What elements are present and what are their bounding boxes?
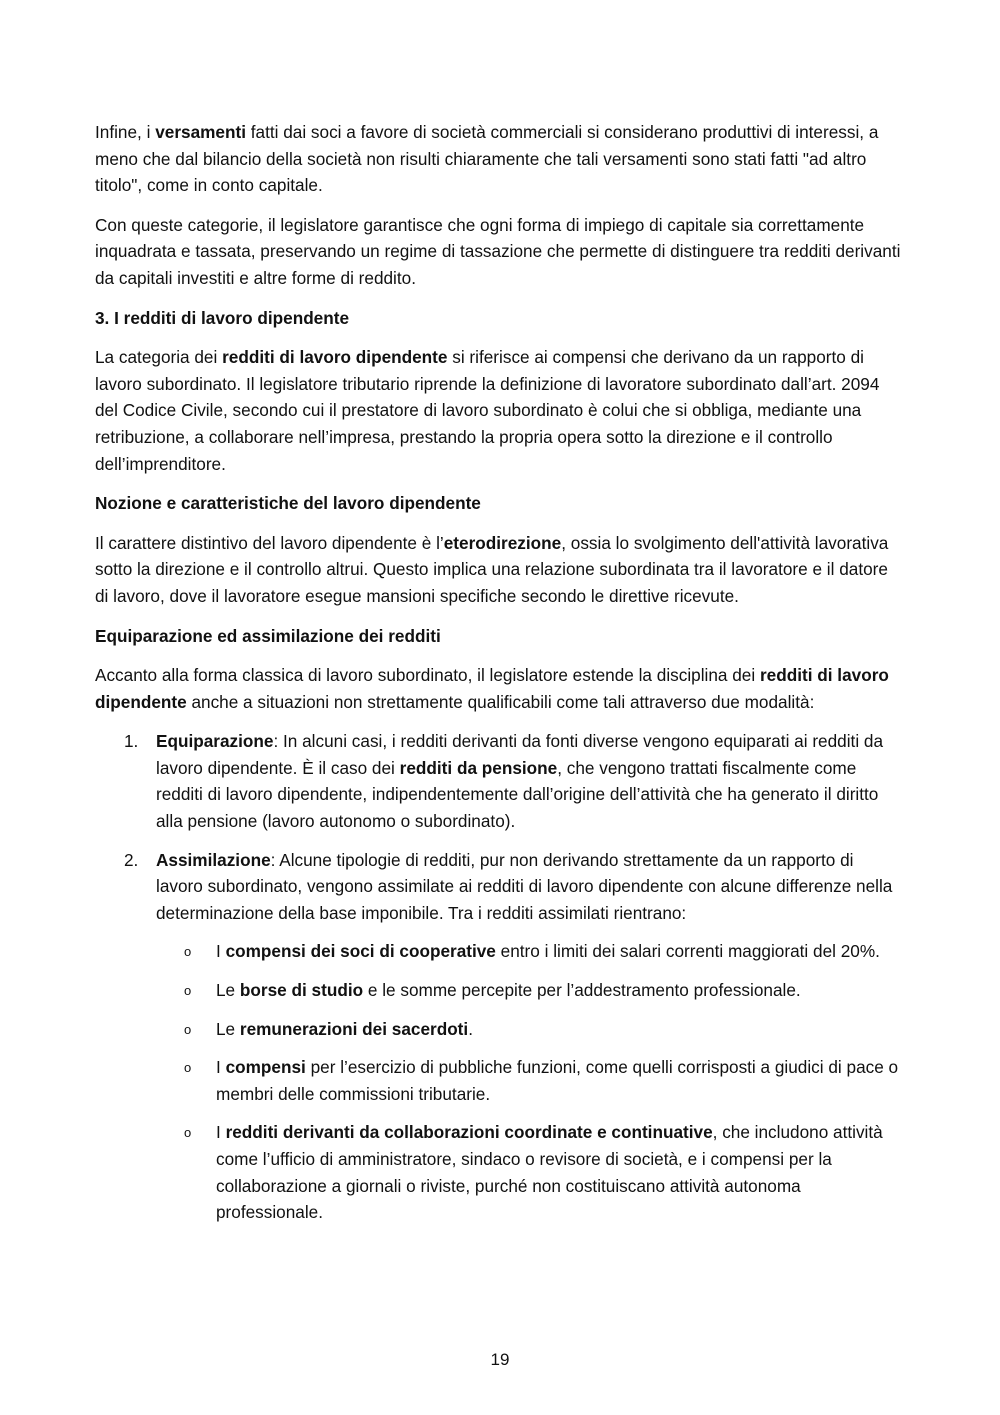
subheading-equiparazione: Equiparazione ed assimilazione dei redditi — [95, 625, 441, 646]
bold-term: redditi di lavoro dipendente — [95, 665, 889, 712]
bold-term: eterodirezione — [443, 532, 562, 553]
section-heading-redditi-lavoro-dipendente: 3. I redditi di lavoro dipendente — [95, 307, 350, 328]
bold-term: remunerazioni dei sacerdoti — [239, 1018, 469, 1039]
bold-term: versamenti — [155, 122, 246, 142]
paragraph-versamenti — [95, 119, 905, 199]
paragraph-categorie — [95, 212, 905, 292]
bold-term: Assimilazione — [156, 849, 271, 870]
text-span: I — [216, 1122, 226, 1143]
list-item — [156, 1119, 905, 1225]
circle-bullet-icon: o — [184, 944, 192, 960]
bold-term: compensi dei soci di cooperative — [225, 941, 496, 962]
text-span: I — [216, 941, 226, 962]
bold-term: redditi di lavoro dipendente — [222, 347, 448, 368]
text-span: , che includono attività come l’ufficio di amministratore, sindaco o revisore di società, e i compensi per la collaborazione a giornali o riviste, purché non costituiscano attività autonoma professionale. — [216, 1122, 883, 1223]
text-span: Il carattere distintivo del lavoro dipendente è l’ — [95, 532, 444, 553]
text-span: Le — [216, 980, 240, 1001]
subheading-nozione: Nozione e caratteristiche del lavoro dipendente — [95, 493, 481, 514]
text-span: anche a situazioni non strettamente qualificabili come tali attraverso due modalità: — [186, 691, 815, 712]
circle-bullet-icon: o — [184, 1125, 192, 1141]
circle-bullet-icon: o — [184, 1060, 192, 1076]
text-span: I — [216, 1057, 226, 1078]
list-item — [156, 977, 905, 1004]
text-span: Accanto alla forma classica di lavoro subordinato, il legislatore estende la disciplina dei — [95, 665, 760, 686]
text-span: La categoria dei — [95, 347, 223, 368]
list-item — [156, 938, 905, 965]
list-item — [156, 1016, 905, 1043]
paragraph-categoria-redditi — [95, 344, 905, 477]
text-span: : Alcune tipologie di redditi, pur non derivando strettamente da un rapporto di lavoro subordinato, vengono assimilate ai redditi di lavoro dipendente con alcune differenze nella determinazione della base imponibile. Tra i redditi assimilati rientrano: — [156, 849, 893, 923]
text-span: entro i limiti dei salari correnti maggiorati del 20%. — [495, 941, 880, 962]
text-span: , ossia lo svolgimento dell'attività lavorativa sotto la direzione e il controllo altrui. Questo implica una relazione subordinata tra il lavoratore e il datore di lavoro, dove il lavoratore esegue mansioni specifiche secondo le direttive ricevute. — [95, 532, 889, 606]
paragraph-accanto — [95, 662, 905, 715]
bold-term: Equiparazione — [156, 731, 274, 752]
paragraph-eterodirezione — [95, 530, 905, 610]
numbered-list — [95, 728, 905, 1226]
text-span: : In alcuni casi, i redditi derivanti da fonti diverse vengono equiparati ai redditi da lavoro dipendente. È il caso dei — [156, 731, 884, 778]
text-span: Con queste categorie, il legislatore garantisce che ogni forma di impiego di capitale sia correttamente inquadrata e tassata, preservando un regime di tassazione che permette di distinguere tra redditi derivanti da capitali investiti e altre forme di reddito. — [95, 214, 901, 288]
list-number: 2. — [124, 849, 139, 870]
text-span: , che vengono trattati fiscalmente come redditi di lavoro dipendente, indipendentemente dall’origine dell’attività che ha generato il diritto alla pensione (lavoro autonomo o subordinato). — [156, 757, 879, 832]
list-item-equiparazione — [95, 728, 905, 834]
bold-term: redditi derivanti da collaborazioni coordinate e continuative — [225, 1122, 713, 1143]
text-span: Le — [216, 1018, 240, 1039]
bold-term: borse di studio — [239, 980, 364, 1001]
text-span: . — [468, 1018, 473, 1039]
text-span: si riferisce ai compensi che derivano da un rapporto di lavoro subordinato. Il legislatore tributario riprende la definizione di lavoratore subordinato dall’art. 2094 del Codice Civile, secondo cui il prestatore di lavoro subordinato è colui che si obbliga, mediante una retribuzione, a collaborare nell’impresa, prestando la propria opera sotto la direzione e il controllo dell’imprenditore. — [95, 347, 880, 474]
sub-list-redditi-assimilati — [156, 938, 905, 1225]
page-number: 19 — [490, 1350, 510, 1369]
text-span: Infine, i — [95, 122, 156, 142]
circle-bullet-icon: o — [184, 983, 192, 999]
circle-bullet-icon: o — [184, 1021, 192, 1037]
list-number: 1. — [124, 731, 139, 752]
text-span: e le somme percepite per l’addestramento professionale. — [363, 980, 801, 1001]
bold-term: redditi da pensione — [399, 757, 558, 778]
document-page — [95, 119, 905, 1238]
text-span: per l’esercizio di pubbliche funzioni, come quelli corrisposti a giudici di pace o membri delle commissioni tributarie. — [216, 1057, 899, 1104]
bold-term: compensi — [225, 1057, 306, 1078]
text-span: fatti dai soci a favore di società commerciali si considerano produttivi di interessi, a meno che dal bilancio della società non risulti chiaramente che tali versamenti sono stati fatti "ad altro titolo", come in conto capitale. — [95, 122, 879, 196]
list-item-assimilazione — [95, 847, 905, 1226]
list-item — [156, 1054, 905, 1107]
